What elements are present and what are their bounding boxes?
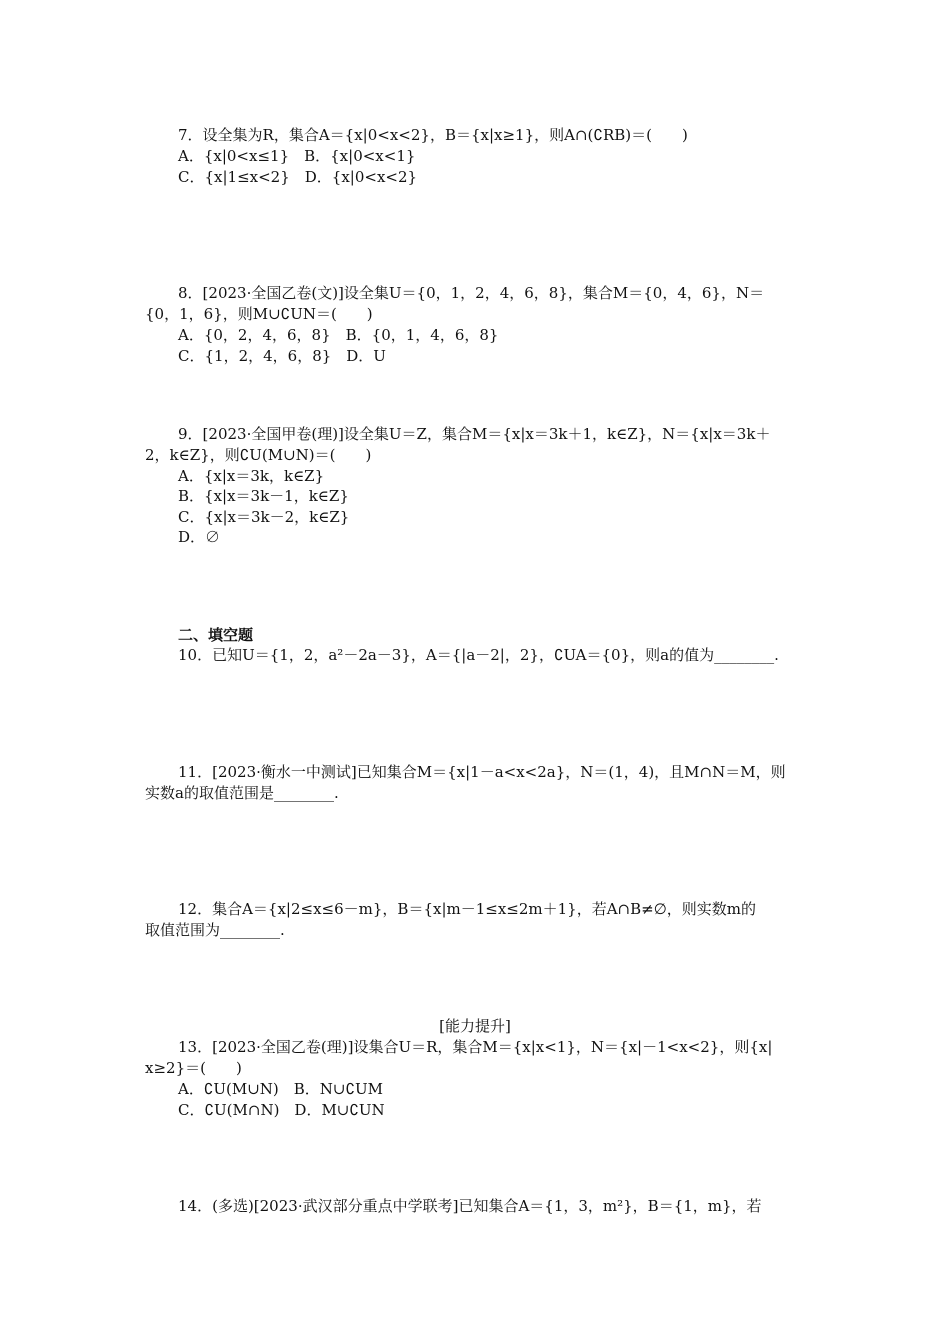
section-ability-title: [能力提升] bbox=[439, 1017, 511, 1035]
q7-options-cd: C．{x|1≤x<2} D．{x|0<x<2} bbox=[178, 168, 418, 186]
q9-option-a: A．{x|x＝3k，k∈Z} bbox=[178, 467, 325, 485]
q11-stem-line1: 11．[2023·衡水一中测试]已知集合M＝{x|1－a<x<2a}，N＝(1，4)，且M∩N＝M，则 bbox=[178, 763, 786, 781]
q9-stem-line2: 2，k∈Z}，则∁U(M∪N)＝( ) bbox=[145, 446, 372, 464]
q13-stem-line2: x≥2}＝( ) bbox=[145, 1059, 242, 1077]
q12-stem-line1: 12．集合A＝{x|2≤x≤6－m}，B＝{x|m－1≤x≤2m＋1}，若A∩B≠∅，则实数m的 bbox=[178, 900, 757, 918]
q9-option-d: D．∅ bbox=[178, 528, 221, 546]
q8-options-ab: A．{0，2，4，6，8} B．{0，1，4，6，8} bbox=[178, 326, 499, 344]
q8-options-cd: C．{1，2，4，6，8} D．U bbox=[178, 347, 386, 365]
q13-stem-line1: 13．[2023·全国乙卷(理)]设集合U＝R，集合M＝{x|x<1}，N＝{x|－1<x<2}，则{x| bbox=[178, 1038, 773, 1056]
q14-stem-line1: 14．(多选)[2023·武汉部分重点中学联考]已知集合A＝{1，3，m²}，B＝{1，m}，若 bbox=[178, 1197, 762, 1215]
q9-stem-line1: 9．[2023·全国甲卷(理)]设全集U＝Z，集合M＝{x|x＝3k＋1，k∈Z}，N＝{x|x＝3k＋ bbox=[178, 425, 771, 443]
q7-stem: 7．设全集为R，集合A＝{x|0<x<2}，B＝{x|x≥1}，则A∩(∁RB)＝( ) bbox=[178, 126, 688, 144]
q10-stem: 10．已知U＝{1，2，a²－2a－3}，A＝{|a－2|，2}，∁UA＝{0}，则a的值为________. bbox=[178, 646, 779, 664]
q9-option-c: C．{x|x＝3k－2，k∈Z} bbox=[178, 508, 350, 526]
q8-stem-line1: 8．[2023·全国乙卷(文)]设全集U＝{0，1，2，4，6，8}，集合M＝{0，4，6}，N＝ bbox=[178, 284, 765, 302]
q13-options-cd: C．∁U(M∩N) D．M∪∁UN bbox=[178, 1101, 385, 1119]
q7-options-ab: A．{x|0<x≤1} B．{x|0<x<1} bbox=[178, 147, 416, 165]
q8-stem-line2: {0，1，6}，则M∪∁UN＝( ) bbox=[145, 305, 373, 323]
q9-option-b: B．{x|x＝3k－1，k∈Z} bbox=[178, 487, 349, 505]
q13-options-ab: A．∁U(M∪N) B．N∪∁UM bbox=[178, 1080, 384, 1098]
section-fill-in-title: 二、填空题 bbox=[178, 626, 254, 644]
q12-stem-line2: 取值范围为________. bbox=[145, 921, 285, 939]
q11-stem-line2: 实数a的取值范围是________. bbox=[145, 784, 339, 802]
